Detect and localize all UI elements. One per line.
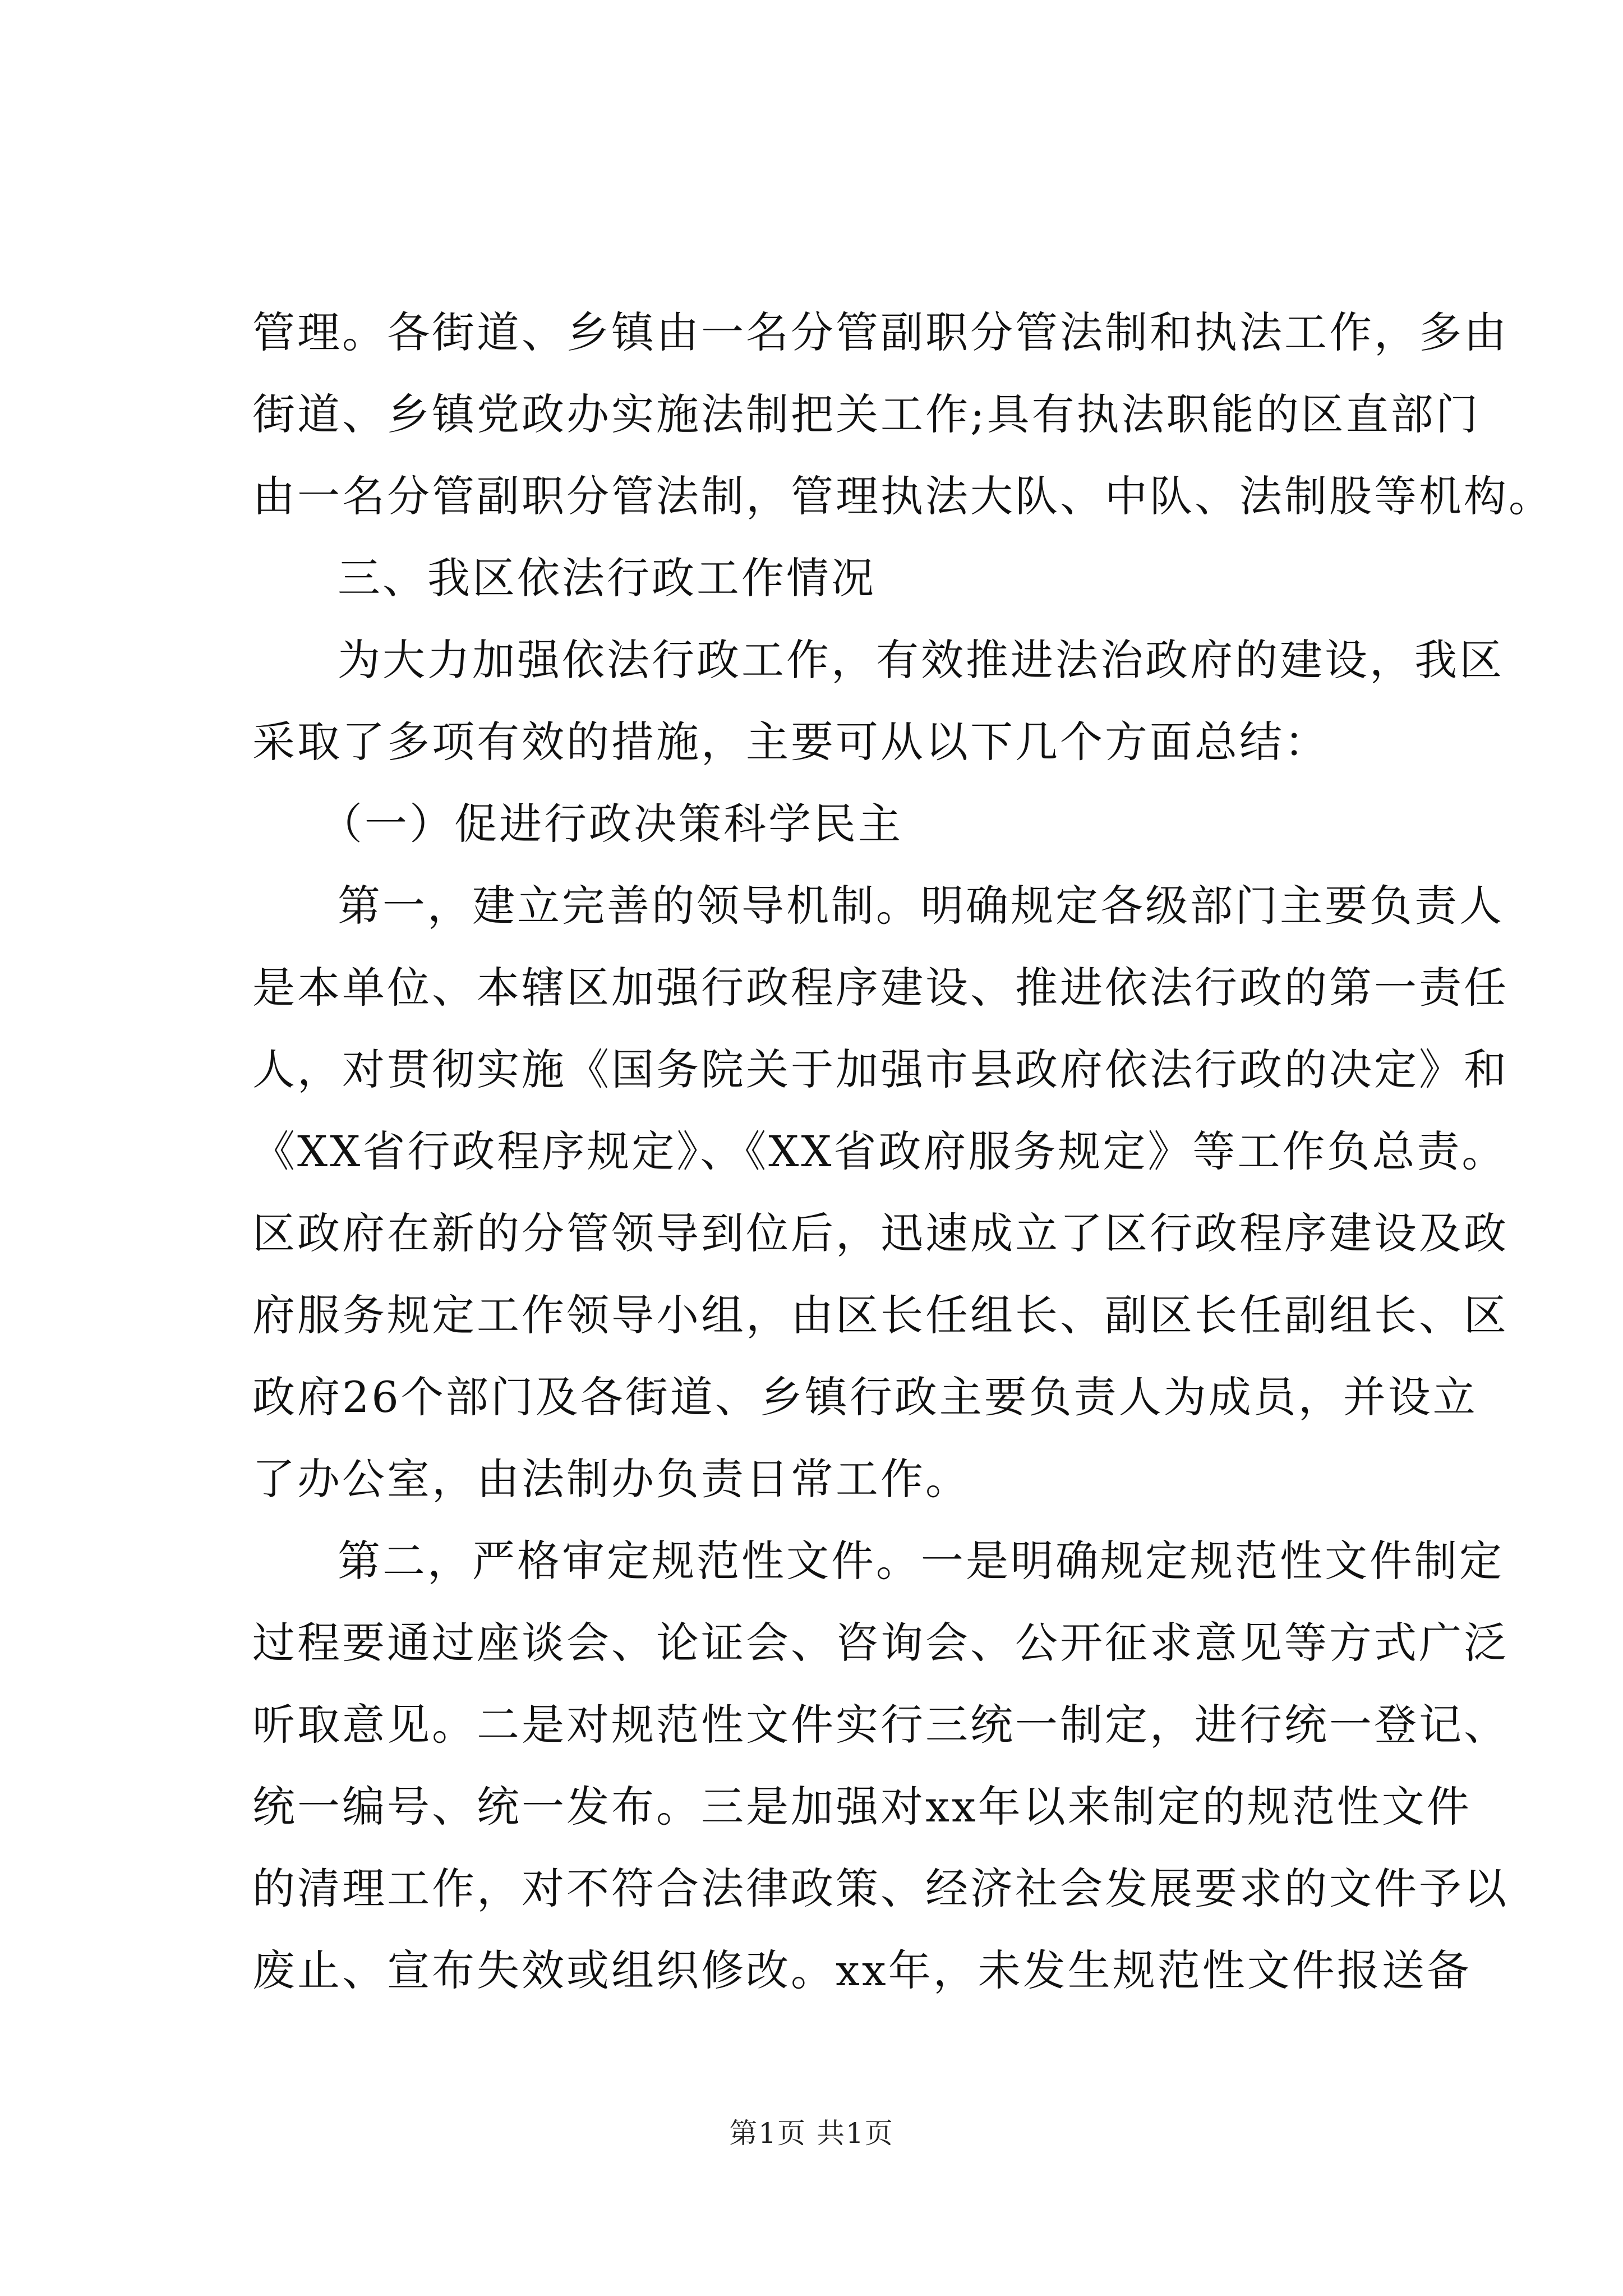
text-line: 统一编号、统一发布。三是加强对xx年以来制定的规范性文件 (252, 1782, 1472, 1832)
text-line: 《XX省行政程序规定》、《XX省政府服务规定》等工作负总责。 (252, 1126, 1507, 1176)
text-line: 府服务规定工作领导小组，由区长任组长、副区长任副组长、区 (252, 1290, 1509, 1340)
text-line: 采取了多项有效的措施，主要可从以下几个方面总结： (252, 717, 1329, 767)
text-line: 第一，建立完善的领导机制。明确规定各级部门主要负责人 (338, 881, 1504, 931)
text-line: 废止、宣布失效或组织修改。xx年，未发生规范性文件报送备 (252, 1945, 1472, 1995)
text-line: 为大力加强依法行政工作，有效推进法治政府的建设，我区 (338, 635, 1504, 685)
text-line: 由一名分管副职分管法制，管理执法大队、中队、法制股等机构。 (252, 471, 1553, 521)
text-line: 区政府在新的分管领导到位后，迅速成立了区行政程序建设及政 (252, 1208, 1509, 1258)
text-line: 管理。各街道、乡镇由一名分管副职分管法制和执法工作，多由 (252, 307, 1509, 357)
subsection-heading: （一）促进行政决策科学民主 (320, 799, 903, 849)
text-line: 人，对贯彻实施《国务院关于加强市县政府依法行政的决定》和 (252, 1045, 1509, 1094)
page-footer: 第1页 共1页 (729, 2117, 894, 2150)
text-line: 了办公室，由法制办负责日常工作。 (252, 1454, 970, 1504)
text-line: 政府26个部门及各街道、乡镇行政主要负责人为成员，并设立 (252, 1372, 1478, 1422)
section-heading: 三、我区依法行政工作情况 (338, 553, 876, 603)
text-line: 的清理工作，对不符合法律政策、经济社会发展要求的文件予以 (252, 1864, 1509, 1913)
text-line: 过程要通过座谈会、论证会、咨询会、公开征求意见等方式广泛 (252, 1618, 1509, 1668)
text-line: 第二，严格审定规范性文件。一是明确规定规范性文件制定 (338, 1536, 1504, 1586)
text-line: 是本单位、本辖区加强行政程序建设、推进依法行政的第一责任 (252, 963, 1509, 1013)
text-line: 街道、乡镇党政办实施法制把关工作;具有执法职能的区直部门 (252, 389, 1481, 439)
document-body (252, 292, 1553, 2012)
text-line: 听取意见。二是对规范性文件实行三统一制定，进行统一登记、 (252, 1700, 1509, 1750)
